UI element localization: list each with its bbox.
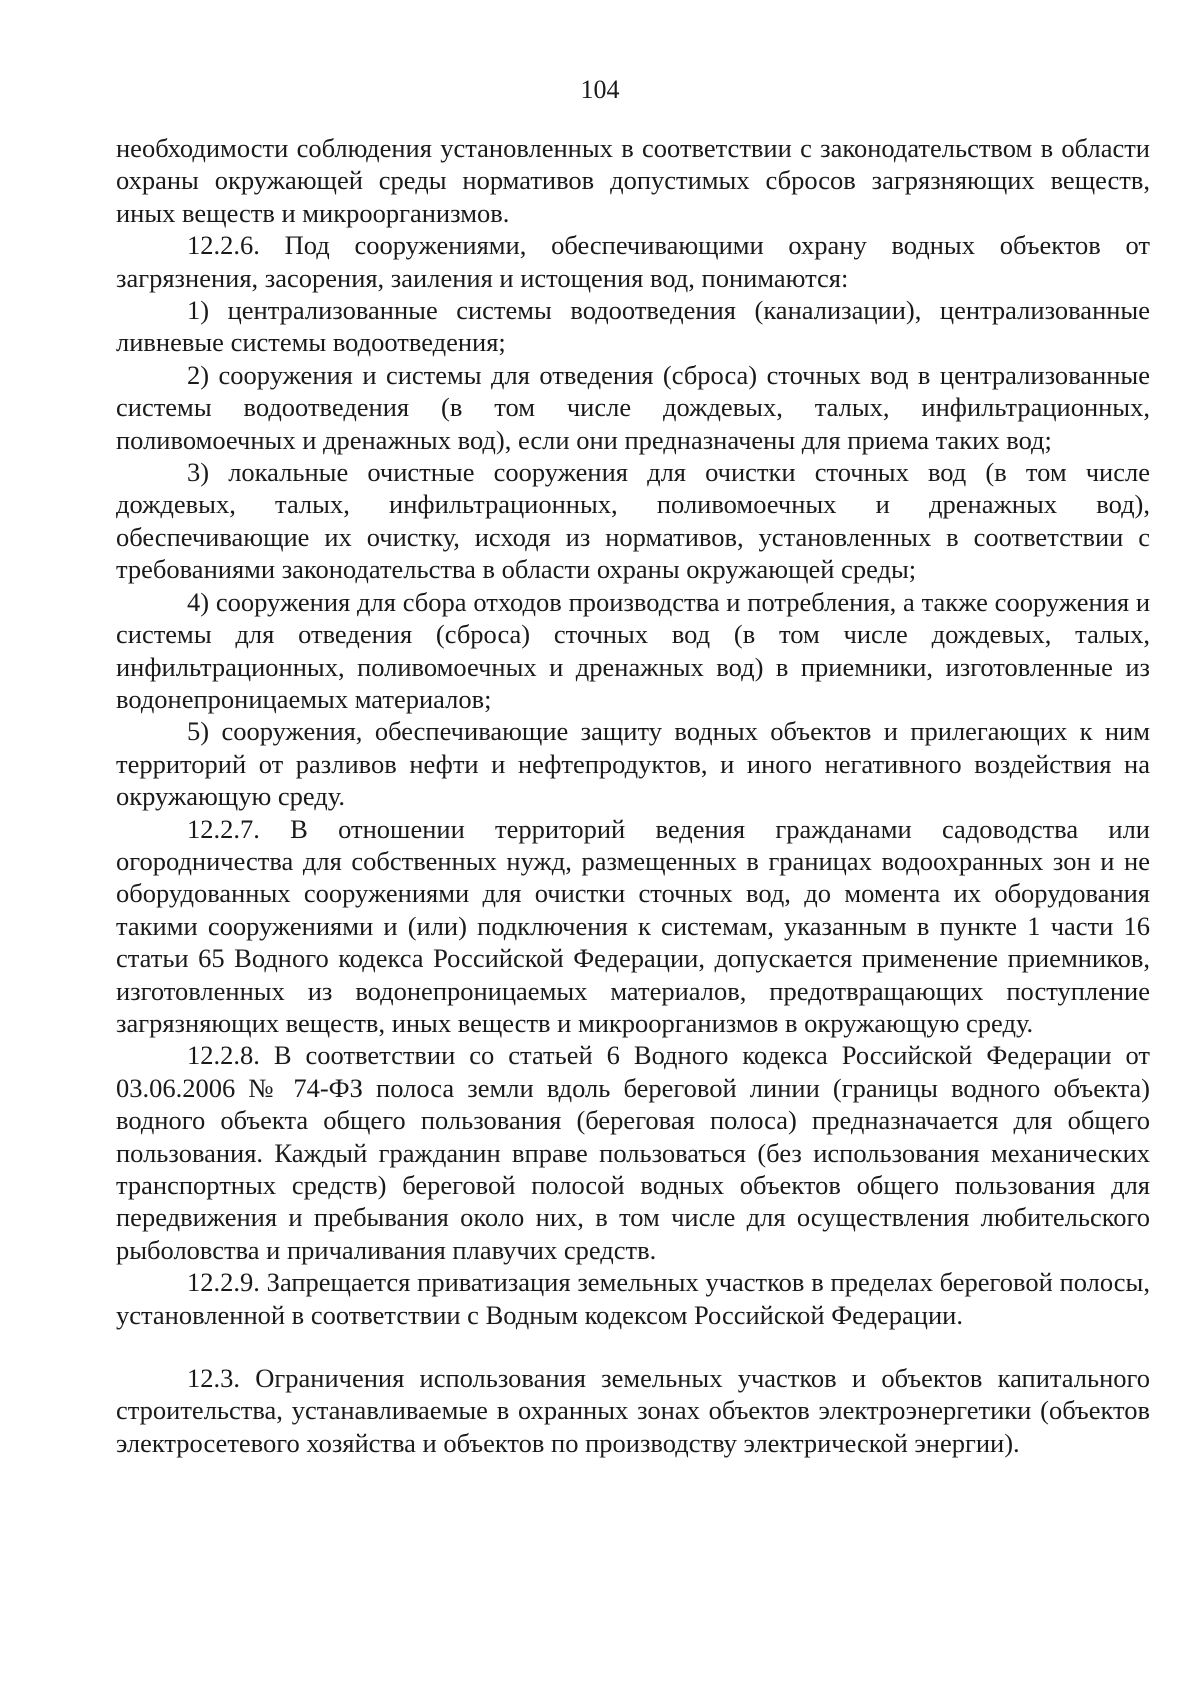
list-item-5: 5) сооружения, обеспечивающие защиту водных объектов и прилегающих к ним территорий от разливов нефти и нефтепродуктов, и иного негативного воздействия на окружающую среду. [116,716,1150,812]
list-item-4: 4) сооружения для сбора отходов производства и потребления, а также сооружения и системы для отведения (сброса) сточных вод (в том числе дождевых, талых, инфильтрационных, поливомоечных и дренажных вод) в приемники, изготовленные из водонепроницаемых материалов; [116,586,1150,714]
document-body [116,132,1150,1459]
list-item-3: 3) локальные очистные сооружения для очистки сточных вод (в том числе дождевых, талых, инфильтрационных, поливомоечных и дренажных вод), обеспечивающие их очистку, исходя из нормативов, установленных в соответствии с требованиями законодательства в области охраны окружающей среды; [116,457,1150,585]
paragraph-12-2-6: 12.2.6. Под сооружениями, обеспечивающими охрану водных объектов от загрязнения, засорения, заиления и истощения вод, понимаются: [116,230,1150,293]
paragraph-12-2-9: 12.2.9. Запрещается приватизация земельных участков в пределах береговой полосы, установленной в соответствии с Водным кодексом Российской Федерации. [116,1267,1150,1330]
paragraph-continuation: необходимости соблюдения установленных в соответствии с законодательством в области охраны окружающей среды нормативов допустимых сбросов загрязняющих веществ, иных веществ и микроорганизмов. [116,133,1150,228]
list-item-2: 2) сооружения и системы для отведения (сброса) сточных вод в централизованные системы водоотведения (в том числе дождевых, талых, инфильтрационных, поливомоечных и дренажных вод), если они предназначены для приема таких вод; [116,359,1150,455]
paragraph-12-2-8: 12.2.8. В соответствии со статьей 6 Водного кодекса Российской Федерации от 03.06.2006 № 74-ФЗ полоса земли вдоль береговой линии (границы водного объекта) водного объекта общего пользования (береговая полоса) предназначается для общего пользования. Каждый гражданин вправе пользоваться (без использования механических транспортных средств) береговой полосой водных объектов общего пользования для передвижения и пребывания около них, в том числе для осуществления любительского рыболовства и причаливания плавучих средств. [116,1040,1150,1265]
paragraph-12-2-7: 12.2.7. В отношении территорий ведения гражданами садоводства или огородничества для собственных нужд, размещенных в границах водоохранных зон и не оборудованных сооружениями для очистки сточных вод, до момента их оборудования такими сооружениями и (или) подключения к системам, указанным в пункте 1 части 16 статьи 65 Водного кодекса Российской Федерации, допускается применение приемников, изготовленных из водонепроницаемых материалов, предотвращающих поступление загрязняющих веществ, иных веществ и микроорганизмов в окружающую среду. [116,813,1150,1038]
list-item-1: 1) централизованные системы водоотведения (канализации), централизованные ливневые системы водоотведения; [116,295,1150,358]
page-number: 104 [580,75,620,104]
section-heading-12-3: 12.3. Ограничения использования земельных участков и объектов капитального строительства, устанавливаемые в охранных зонах объектов электроэнергетики (объектов электросетевого хозяйства и объектов по производству электрической энергии). [116,1363,1150,1458]
